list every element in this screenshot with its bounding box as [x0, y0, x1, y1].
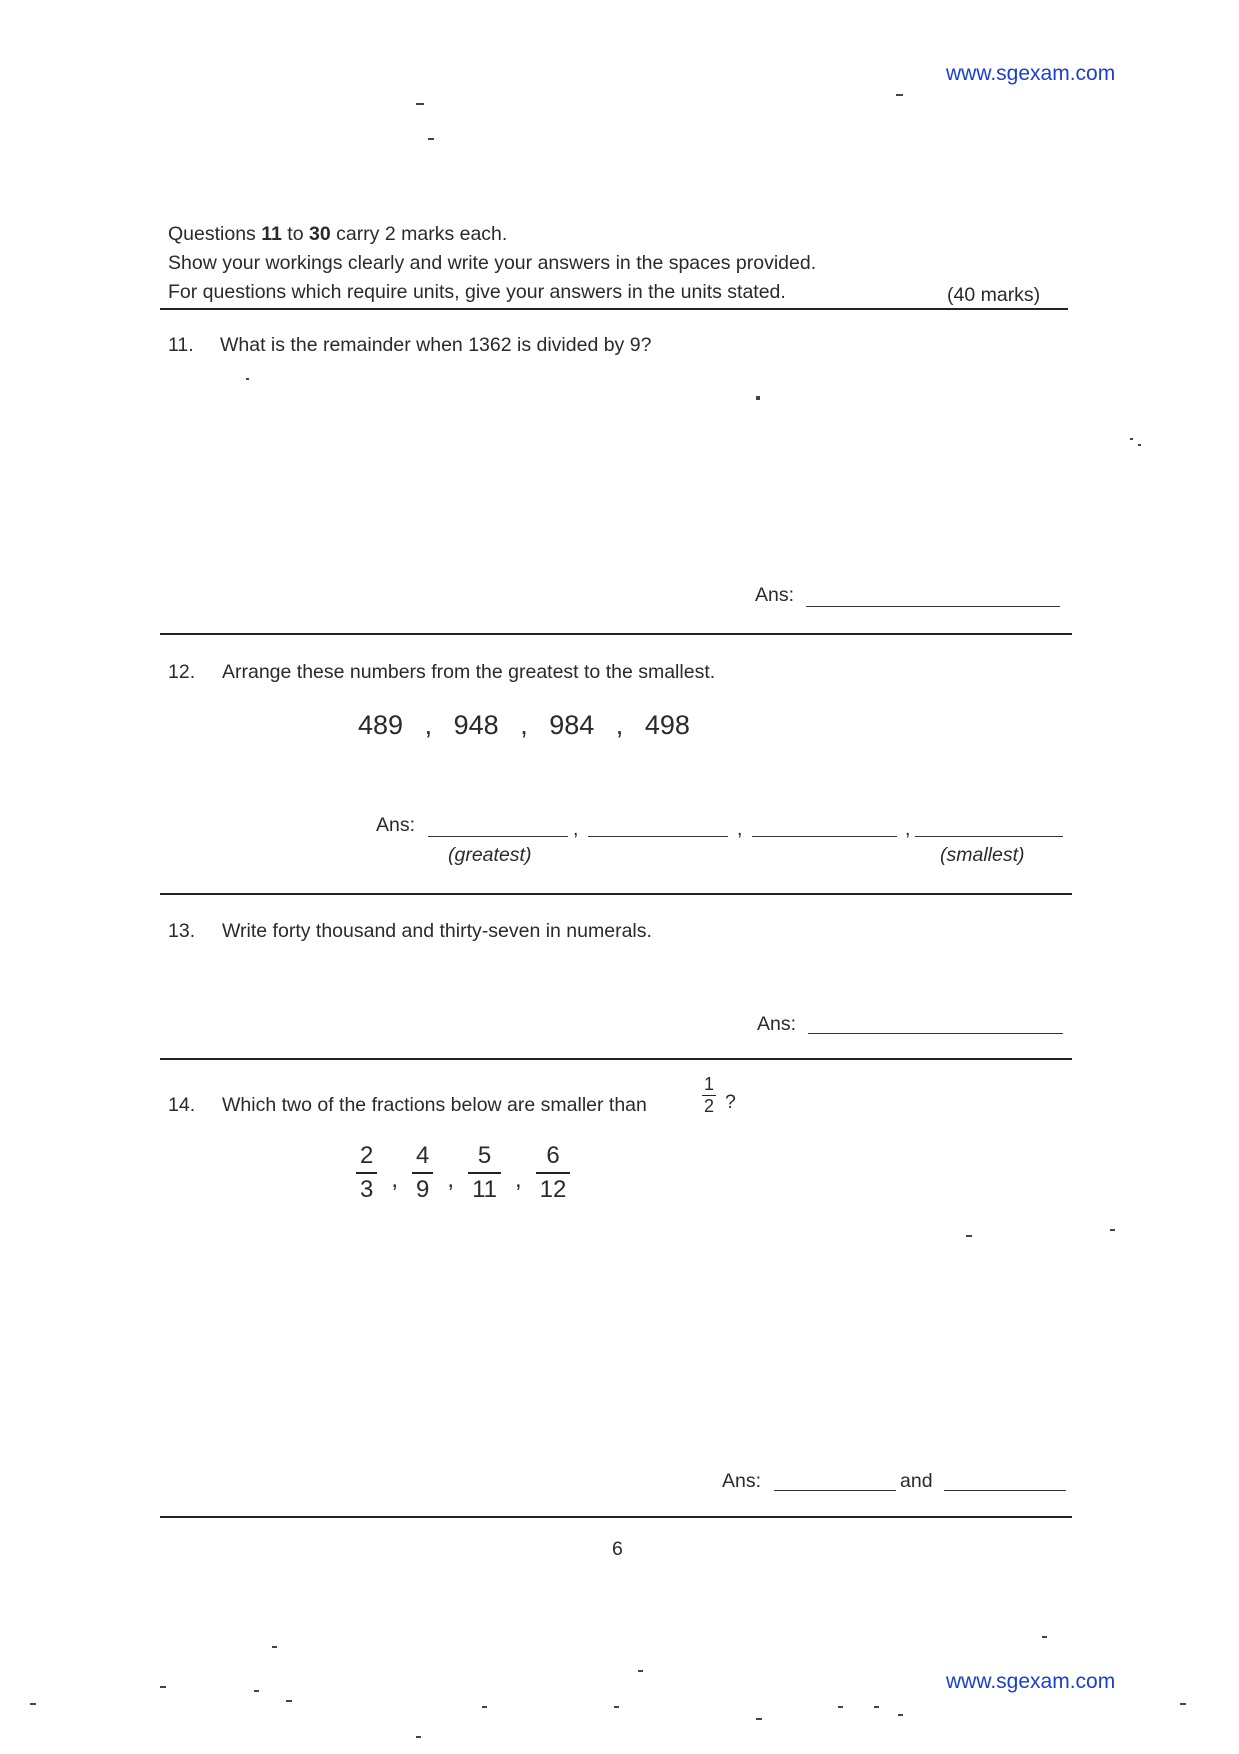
scan-speck [286, 1700, 292, 1702]
scan-speck [838, 1706, 843, 1708]
scan-speck [482, 1706, 487, 1708]
fraction-denominator: 11 [472, 1176, 497, 1204]
q14-and-label: and [900, 1470, 933, 1492]
instructions-divider [160, 308, 1068, 310]
scan-speck [638, 1670, 643, 1672]
scan-speck [1130, 438, 1133, 440]
q14-answer-blank-2[interactable] [944, 1472, 1066, 1491]
q14-half-denominator: 2 [704, 1095, 715, 1116]
q12-number-list [358, 710, 690, 741]
q14-number: 14. [168, 1094, 196, 1116]
q12-number: 12. [168, 661, 196, 683]
q11-answer-blank[interactable] [806, 588, 1060, 607]
fraction-denominator: 9 [416, 1176, 430, 1204]
scan-speck [160, 1686, 166, 1688]
q12-number-item: 489 [358, 710, 404, 740]
q14-fraction-list [356, 1143, 570, 1204]
q12-answer-blank-2[interactable] [588, 818, 728, 837]
scan-speck [1138, 444, 1141, 446]
q12-separator: , [520, 710, 528, 740]
fraction-numerator: 5 [477, 1142, 492, 1169]
scan-speck [1110, 1229, 1115, 1231]
q14-text: Which two of the fractions below are smaller than [222, 1094, 647, 1116]
q12-number-item: 498 [644, 710, 690, 740]
scan-speck [416, 103, 424, 105]
instructions-text: carry 2 marks each. [336, 223, 508, 245]
scan-speck [428, 138, 434, 140]
q12-greatest-label: (greatest) [448, 844, 532, 866]
q12-smallest-label: (smallest) [940, 844, 1025, 866]
scan-speck [756, 1718, 762, 1720]
header-website: www.sgexam.com [946, 62, 1116, 85]
scan-speck [614, 1706, 619, 1708]
q12-number-item: 984 [549, 710, 595, 740]
footer-website: www.sgexam.com [946, 1670, 1116, 1693]
fraction-bar [468, 1172, 501, 1174]
q12-number-item: 948 [453, 710, 499, 740]
fraction-denominator: 12 [539, 1176, 567, 1204]
scan-speck [416, 1736, 421, 1738]
q13-answer-label: Ans: [757, 1013, 797, 1035]
q12-separator: , [615, 710, 624, 740]
q12-answer-separator: , [905, 818, 911, 840]
q14-answer-label: Ans: [722, 1470, 762, 1492]
scan-speck [756, 396, 760, 400]
fraction-bar [412, 1172, 433, 1174]
instructions-marks: (40 marks) [947, 284, 1041, 306]
fraction-numerator: 6 [546, 1142, 560, 1169]
q14-half-fraction [702, 1075, 716, 1116]
instructions-line3: For questions which require units, give your answers in the units stated. [168, 281, 786, 303]
scan-speck [896, 94, 903, 96]
q13-text: Write forty thousand and thirty-seven in numerals. [222, 920, 652, 942]
q12-answer-separator: , [737, 818, 743, 840]
q14-answer-blank-1[interactable] [774, 1472, 896, 1491]
q14-fraction [412, 1143, 433, 1204]
q12-answer-blank-3[interactable] [752, 818, 897, 837]
fraction-bar [536, 1172, 571, 1174]
q12-answer-blank-1[interactable] [428, 818, 568, 837]
q11-text: What is the remainder when 1362 is divided by 9? [220, 334, 652, 356]
scan-speck [966, 1235, 972, 1237]
q14-separator: , [447, 1166, 455, 1194]
instructions-text: Questions [168, 223, 256, 245]
fraction-bar [356, 1172, 377, 1174]
instructions-line1 [168, 223, 507, 246]
page-number: 6 [612, 1538, 623, 1560]
q14-separator: , [514, 1166, 522, 1194]
q14-separator: , [391, 1166, 399, 1194]
scan-speck [874, 1706, 879, 1708]
q12-divider [160, 893, 1072, 895]
instructions-line2: Show your workings clearly and write your answers in the spaces provided. [168, 252, 817, 274]
q14-fraction [468, 1143, 501, 1204]
q14-divider [160, 1516, 1072, 1518]
q12-separator: , [424, 710, 433, 740]
scan-speck [1180, 1703, 1186, 1705]
q11-number: 11. [168, 334, 194, 356]
scan-speck [1042, 1636, 1047, 1638]
q11-divider [160, 633, 1072, 635]
q12-answer-blank-4[interactable] [915, 818, 1063, 837]
q11-answer-label: Ans: [755, 584, 795, 606]
q13-answer-blank[interactable] [808, 1015, 1063, 1034]
fraction-numerator: 4 [416, 1142, 430, 1169]
instructions-start-question: 11 [261, 223, 282, 245]
q14-half-numerator: 1 [704, 1074, 715, 1094]
q12-text: Arrange these numbers from the greatest to the smallest. [222, 661, 716, 683]
q14-fraction [356, 1143, 377, 1204]
fraction-denominator: 3 [360, 1176, 374, 1204]
q14-fraction [536, 1143, 571, 1204]
q13-divider [160, 1058, 1072, 1060]
instructions-text: to [287, 223, 304, 245]
scan-speck [254, 1690, 259, 1692]
q12-answer-label: Ans: [376, 814, 416, 836]
scan-speck [246, 378, 249, 380]
q13-number: 13. [168, 920, 196, 942]
q14-question-mark: ? [725, 1091, 736, 1113]
scan-speck [898, 1714, 903, 1716]
fraction-numerator: 2 [360, 1142, 374, 1169]
scan-speck [272, 1646, 277, 1648]
instructions-end-question: 30 [308, 223, 331, 245]
q12-answer-separator: , [573, 818, 579, 840]
scan-speck [30, 1703, 36, 1705]
